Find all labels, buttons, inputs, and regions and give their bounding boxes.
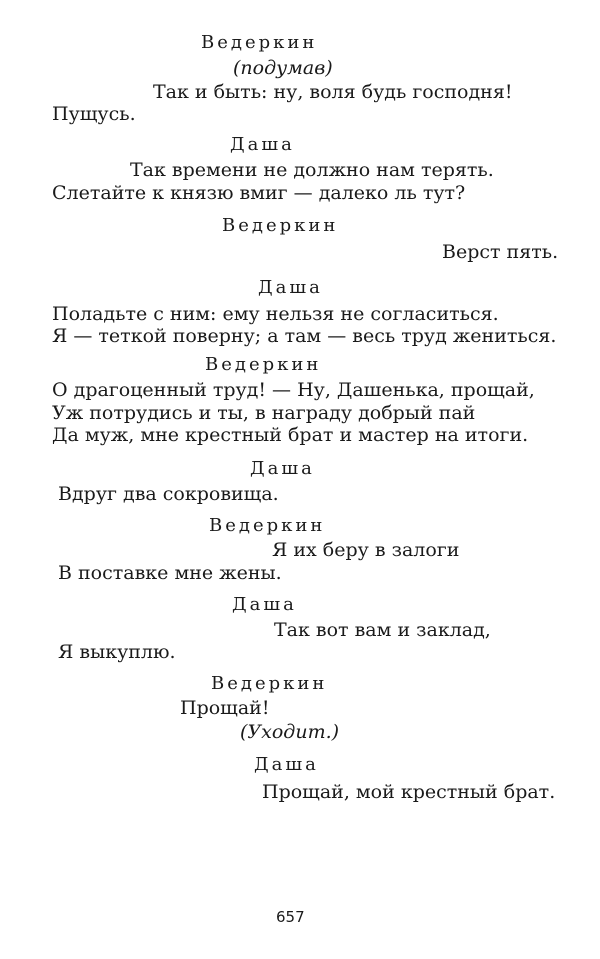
- speaker-name: Даша: [254, 754, 319, 775]
- stage-direction: (подумав): [233, 57, 333, 79]
- verse-line: Да муж, мне крестный брат и мастер на итоги.: [52, 424, 529, 446]
- verse-line: Я их беру в залоги: [272, 539, 460, 561]
- verse-line: Пущусь.: [52, 103, 136, 125]
- verse-line: Я выкуплю.: [58, 641, 176, 663]
- speaker-name: Ведеркин: [209, 515, 326, 536]
- verse-line: О драгоценный труд! — Ну, Дашенька, прощай,: [52, 379, 535, 401]
- speaker-name: Ведеркин: [201, 32, 318, 53]
- speaker-name: Даша: [230, 134, 295, 155]
- verse-line: Вдруг два сокровища.: [58, 483, 279, 505]
- stage-direction: (Уходит.): [240, 721, 340, 743]
- verse-line: В поставке мне жены.: [58, 562, 282, 584]
- verse-line: Так и быть: ну, воля будь господня!: [153, 81, 513, 103]
- speaker-name: Ведеркин: [211, 673, 328, 694]
- verse-line: Слетайте к князю вмиг — далеко ль тут?: [52, 182, 466, 204]
- speaker-name: Ведеркин: [222, 215, 339, 236]
- verse-line: Верст пять.: [442, 241, 559, 263]
- verse-line: Прощай!: [180, 697, 270, 719]
- verse-line: Так времени не должно нам терять.: [130, 159, 494, 181]
- verse-line: Так вот вам и заклад,: [274, 619, 491, 641]
- verse-line: Поладьте с ним: ему нельзя не согласиться.: [52, 303, 499, 325]
- verse-line: Уж потрудись и ты, в награду добрый пай: [52, 402, 476, 424]
- speaker-name: Даша: [258, 277, 323, 298]
- speaker-name: Даша: [250, 458, 315, 479]
- verse-line: Я — теткой поверну; а там — весь труд жениться.: [52, 325, 557, 347]
- page-number: 657: [276, 908, 305, 926]
- speaker-name: Даша: [232, 594, 297, 615]
- verse-line: Прощай, мой крестный брат.: [262, 781, 556, 803]
- speaker-name: Ведеркин: [205, 354, 322, 375]
